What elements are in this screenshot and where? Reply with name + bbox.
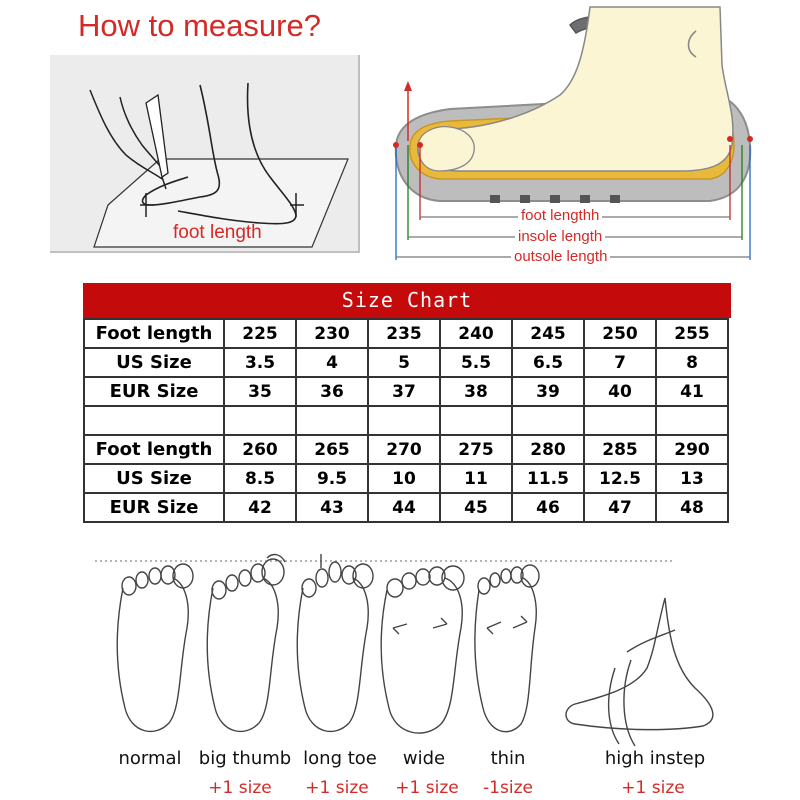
table-cell <box>584 406 656 435</box>
table-cell: 5 <box>368 348 440 377</box>
table-cell: 40 <box>584 377 656 406</box>
table-row <box>84 377 728 406</box>
table-cell: 280 <box>512 435 584 464</box>
foot-type-label-wide: wide <box>402 748 446 769</box>
table-cell: 11.5 <box>512 464 584 493</box>
foot-types-section <box>95 548 775 800</box>
foot-type-label-big-thumb: big thumb <box>198 748 292 769</box>
table-row <box>84 319 728 348</box>
foot-length-caption: foot length <box>173 222 262 243</box>
table-cell: 270 <box>368 435 440 464</box>
row-label: US Size <box>84 464 224 493</box>
table-cell: 46 <box>512 493 584 522</box>
row-label: Foot length <box>84 319 224 348</box>
shoe-cross-section-diagram <box>380 5 780 275</box>
row-label: EUR Size <box>84 377 224 406</box>
foot-type-note-long-toe: +1 size <box>305 778 369 798</box>
thin-foot-outline <box>475 565 539 732</box>
insole-length-label: insole length <box>515 229 605 245</box>
table-cell: 35 <box>224 377 296 406</box>
row-label: EUR Size <box>84 493 224 522</box>
table-row <box>84 464 728 493</box>
foot-type-label-thin: thin <box>490 748 526 769</box>
table-cell: 260 <box>224 435 296 464</box>
outsole-length-label: outsole length <box>511 249 610 265</box>
table-row <box>84 406 728 435</box>
foot-length-label: foot lengthh <box>518 208 602 224</box>
table-cell: 255 <box>656 319 728 348</box>
table-cell: 8 <box>656 348 728 377</box>
table-cell: 275 <box>440 435 512 464</box>
table-cell: 265 <box>296 435 368 464</box>
table-cell: 4 <box>296 348 368 377</box>
normal-foot-outline <box>117 564 193 731</box>
table-cell: 290 <box>656 435 728 464</box>
table-cell: 225 <box>224 319 296 348</box>
table-cell: 9.5 <box>296 464 368 493</box>
measure-illustration <box>50 55 360 253</box>
table-cell: 235 <box>368 319 440 348</box>
table-cell: 12.5 <box>584 464 656 493</box>
table-cell: 43 <box>296 493 368 522</box>
foot-type-label-normal: normal <box>118 748 182 769</box>
table-cell: 3.5 <box>224 348 296 377</box>
foot-type-label-long-toe: long toe <box>303 748 377 769</box>
table-cell <box>440 406 512 435</box>
foot-type-note-big-thumb: +1 size <box>208 778 272 798</box>
table-row <box>84 348 728 377</box>
table-cell: 10 <box>368 464 440 493</box>
row-label: US Size <box>84 348 224 377</box>
table-cell: 13 <box>656 464 728 493</box>
table-cell: 44 <box>368 493 440 522</box>
table-cell: 245 <box>512 319 584 348</box>
table-cell: 47 <box>584 493 656 522</box>
table-cell: 11 <box>440 464 512 493</box>
table-cell: 5.5 <box>440 348 512 377</box>
wide-foot-outline <box>381 566 464 733</box>
table-cell: 250 <box>584 319 656 348</box>
foot-type-note-thin: -1size <box>483 778 533 798</box>
foot-type-note-high-instep: +1 size <box>621 778 685 798</box>
table-cell: 48 <box>656 493 728 522</box>
high-instep-foot-outline <box>566 598 713 746</box>
row-label: Foot length <box>84 435 224 464</box>
page-title: How to measure? <box>78 8 321 43</box>
foot-type-note-wide: +1 size <box>395 778 459 798</box>
size-table <box>83 318 729 523</box>
long-toe-foot-outline <box>297 554 373 731</box>
size-chart-title: Size Chart <box>83 283 731 318</box>
table-cell: 42 <box>224 493 296 522</box>
table-cell: 37 <box>368 377 440 406</box>
foot-type-label-high-instep: high instep <box>604 748 706 769</box>
table-cell <box>512 406 584 435</box>
table-cell: 230 <box>296 319 368 348</box>
row-label <box>84 406 224 435</box>
table-cell: 6.5 <box>512 348 584 377</box>
size-chart <box>83 283 731 539</box>
table-cell <box>656 406 728 435</box>
table-cell: 7 <box>584 348 656 377</box>
table-row <box>84 435 728 464</box>
table-cell: 285 <box>584 435 656 464</box>
table-cell <box>296 406 368 435</box>
table-cell: 36 <box>296 377 368 406</box>
table-cell <box>224 406 296 435</box>
table-row <box>84 493 728 522</box>
table-cell: 8.5 <box>224 464 296 493</box>
foot-types-drawing <box>95 548 775 748</box>
table-cell: 45 <box>440 493 512 522</box>
table-cell: 240 <box>440 319 512 348</box>
table-cell: 39 <box>512 377 584 406</box>
big-thumb-foot-outline <box>207 555 285 732</box>
table-cell <box>368 406 440 435</box>
table-cell: 41 <box>656 377 728 406</box>
table-cell: 38 <box>440 377 512 406</box>
